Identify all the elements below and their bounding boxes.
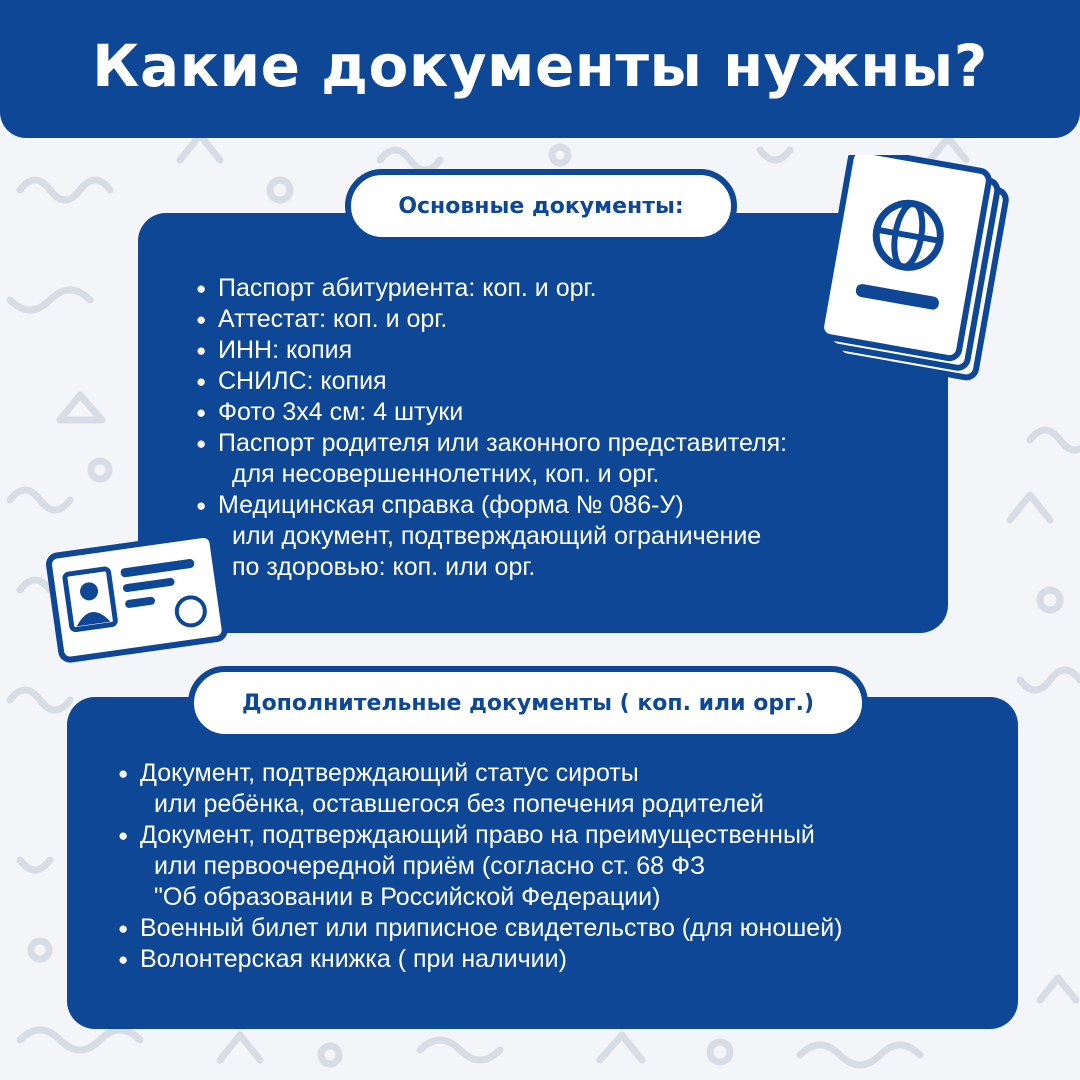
- list-item: [118, 820, 843, 913]
- list-item: [196, 428, 787, 490]
- list-item: [118, 758, 843, 820]
- list-item-text: Волонтерская книжка ( при наличии): [140, 945, 567, 973]
- list-item-continuation: по здоровью: коп. или орг.: [232, 553, 536, 581]
- extra-documents-list: [118, 758, 843, 975]
- extra-documents-title: Дополнительные документы ( коп. или орг.): [188, 666, 868, 740]
- list-item-text: Паспорт родителя или законного представителя:: [218, 429, 788, 457]
- list-item-continuation: или документ, подтверждающий ограничение: [232, 522, 762, 550]
- list-item-text: СНИЛС: копия: [218, 367, 387, 395]
- list-item: [196, 304, 787, 335]
- passport-icon: [810, 155, 1020, 390]
- header-banner: [0, 0, 1080, 138]
- list-item-continuation: для несовершеннолетних, коп. и орг.: [232, 460, 660, 488]
- id-card-icon: [40, 515, 230, 675]
- list-item-text: Фото 3х4 см: 4 штуки: [218, 398, 464, 426]
- list-item: [196, 490, 787, 583]
- list-item: [118, 913, 843, 944]
- list-item: [196, 273, 787, 304]
- list-item-text: Аттестат: коп. и орг.: [218, 305, 448, 333]
- page-title: Какие документы нужны?: [92, 32, 988, 100]
- list-item-text: Паспорт абитуриента: коп. и орг.: [218, 274, 597, 302]
- list-item-text: ИНН: копия: [218, 336, 353, 364]
- list-item: [118, 944, 843, 975]
- list-item-text: Документ, подтверждающий статус сироты: [140, 759, 639, 787]
- list-item-text: Военный билет или приписное свидетельство (для юношей): [140, 914, 843, 942]
- main-documents-list: [196, 273, 787, 583]
- main-documents-title: Основные документы:: [345, 169, 737, 243]
- list-item: [196, 366, 787, 397]
- list-item-continuation: или ребёнка, оставшегося без попечения родителей: [154, 790, 765, 818]
- list-item: [196, 335, 787, 366]
- list-item-text: Медицинская справка (форма № 086-У): [218, 491, 684, 519]
- list-item-continuation: или первоочередной приём (согласно ст. 68 ФЗ: [154, 852, 706, 880]
- list-item-continuation: "Об образовании в Российской Федерации): [154, 883, 661, 911]
- list-item-text: Документ, подтверждающий право на преимущественный: [140, 821, 815, 849]
- list-item: [196, 397, 787, 428]
